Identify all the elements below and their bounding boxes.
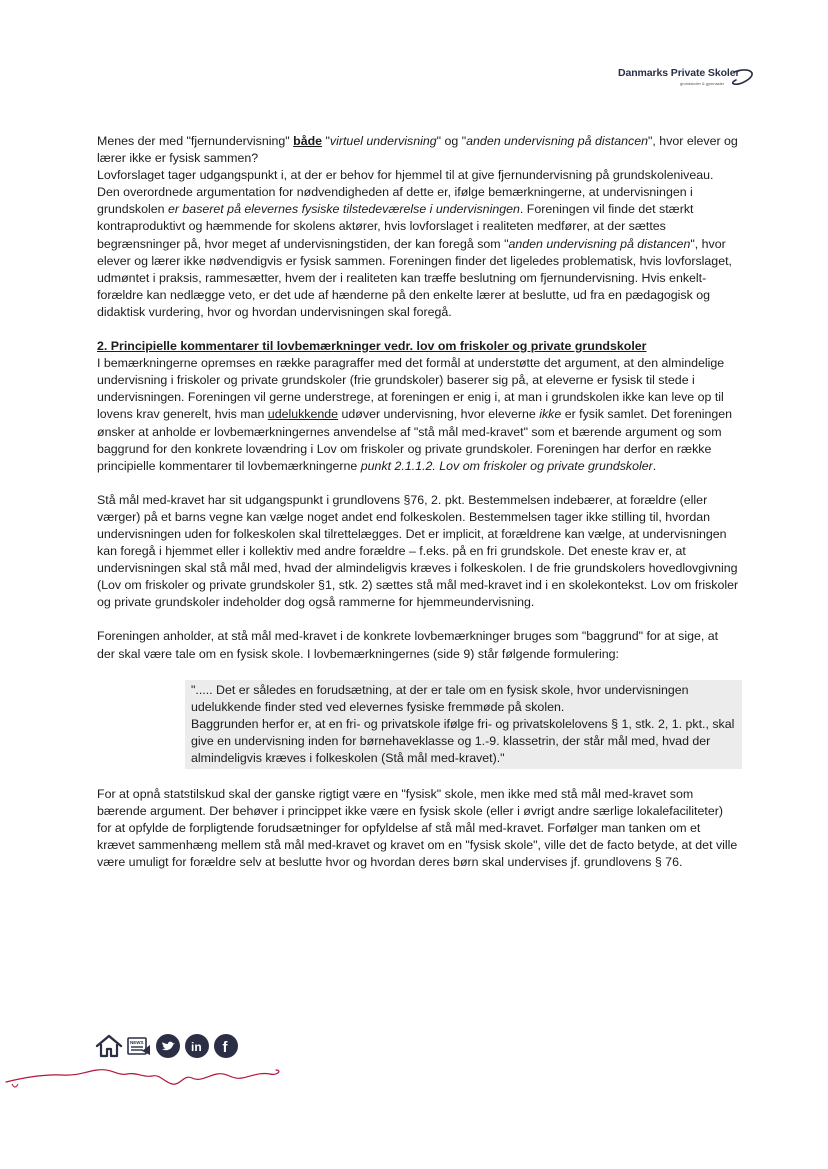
quoted-formulering — [185, 680, 742, 769]
linkedin-icon[interactable] — [184, 1033, 210, 1059]
section-2-heading: 2. Principielle kommentarer til lovbemærkninger vedr. lov om friskoler og private grundskoler — [97, 339, 647, 354]
logo-tagline: grundskoler & gymnasier — [680, 81, 725, 86]
danmarks-private-skoler-logo — [618, 64, 758, 94]
logo-swoosh-icon — [710, 64, 760, 90]
home-icon[interactable] — [95, 1033, 123, 1059]
facebook-icon[interactable] — [213, 1033, 239, 1059]
footer-icons — [95, 1033, 239, 1059]
paragraph-staa-maal-med: Stå mål med-kravet har sit udgangspunkt i grundlovens §76, 2. pkt. Bestemmelsen indebærer, at forældre (eller værger) på et barns vegne kan vælge noget andet end folkeskolen. Bestemmelsen tager ikke stilling til, hvordan undervisningen uden for folkeskolen skal tilrettelægges. Det er implicit, at forældrene kan vælge, at undervisningen kan foregå i hjemmet eller i kollektiv med andre forældre – f.eks. på en fri grundskole. Det eneste krav er, at undervisningen skal stå mål med, hvad der almindeligvis kræves i folkeskolen. I de frie grundskolers hovedlovgivning (Lov om friskoler og private grundskoler §1, stk. 2) sættes stå mål med-kravet ind i en skolekontekst. Lov om friskoler og private grundskoler indeholder dog også rammerne for hjemmeundervisning. — [97, 492, 739, 610]
paragraph-foreningen-anholder: Foreningen anholder, at stå mål med-kravet i de konkrete lovbemærkninger bruges som "baggrund" for at sige, at der skal være tale om en fysisk skole. I lovbemærkningernes (side 9) står følgende formulering: — [97, 629, 719, 661]
section-2: 2. Principielle kommentarer til lovbemærkninger vedr. lov om friskoler og private grundskoler I bemærkningerne opremses en række paragraffer med det formål at understøtte det argument, at den almindelige undervisning i friskoler og private grundskoler (frie grundskoler) baserer sig på, at eleverne er fysisk til stede i undervisningen. Foreningen vil gerne understrege, at foreningen er enig i, at man i grundskolen ikke kan leve op til lovens krav generelt, hvis man udelukkende udøver undervisning, hvor eleverne ikke er fysik samlet. Det foreningen ønsker at anholde er lovbemærkningernes anvendelse af "stå mål med-kravet" som et bærende argument og som baggrund for den konkrete lovændring i Lov om friskoler og private grundskoler. Foreningen har derfor en række principielle kommentarer til lovbemærkningerne punkt 2.1.1.2. Lov om friskoler og private grundskoler. — [97, 339, 733, 473]
newsletter-icon[interactable] — [126, 1033, 152, 1059]
handwritten-signature — [2, 1062, 292, 1092]
newsletter-label: NEWS — [130, 1040, 144, 1045]
quote-line-1: "..... Det er således en forudsætning, at der er tale om en fysisk skole, hvor undervisningen udelukkende finder sted ved elevernes fysiske fremmøde på skolen. — [191, 682, 689, 714]
twitter-icon[interactable] — [155, 1033, 181, 1059]
letter-body — [97, 133, 739, 871]
facebook-label: f — [222, 1039, 228, 1056]
paragraph-statstilskud: For at opnå statstilskud skal der ganske rigtigt være en "fysisk" skole, men ikke med stå mål med-kravet som bærende argument. Der behøver i princippet ikke være en fysisk skole (eller i øvrigt andre særlige lokalefaciliteter) for at opfylde de forpligtende forudsætninger for opfyldelse af stå mål med-kravet. Forfølger man tanken om et krævet sammenhæng mellem stå mål med-kravet og kravet om en "fysisk skole", ville det de facto betyde, at det ville være umuligt for forældre selv at beslutte hvor og hvordan deres børn skal undervises jf. grundlovens § 76. — [97, 786, 738, 869]
quote-line-2: Baggrunden herfor er, at en fri- og privatskole ifølge fri- og privatskolelovens § 1, stk. 2, 1. pkt., skal give en undervisning inden for børnehaveklasse og 1.-9. klassetrin, der står mål med, hvad der almindeligvis kræves i folkeskolen (Stå mål med-kravet)." — [191, 716, 735, 765]
logo-name: Danmarks Private Skoler — [618, 67, 740, 79]
paragraph-fjernundervisning-question: Menes der med "fjernundervisning" både "virtuel undervisning" og "anden undervisning på distancen", hvor elever og lærer ikke er fysisk sammen? — [97, 134, 738, 166]
linkedin-label: in — [191, 1040, 202, 1054]
paragraph-lovforslaget: Lovforslaget tager udgangspunkt i, at der er behov for hjemmel til at give fjernundervisning på grundskoleniveau. Den overordnede argumentation for nødvendigheden af dette er, ifølge bemærkningerne, at undervisningen i grundskolen er baseret på elevernes fysiske tilstedeværelse i undervisningen. Foreningen vil finde det stærkt kontraproduktivt og hæmmende for skolens aktører, hvis lovforslaget i realiteten medfører, at der sættes begrænsninger på, hvor meget af undervisningstiden, der kan foregå som "anden undervisning på distancen", hvor elever og lærer ikke nødvendigvis er fysisk sammen. Foreningen finder det ligeledes problematisk, hvis lovforslaget, udmøntet i praksis, rammesætter, hvem der i realiteten kan træffe beslutning om fjernundervisning. Hvis enkelt-forældre kan nedlægge veto, er det ude af hænderne på den enkelte lærer at beslutte, ud fra en pædagogisk og didaktisk vurdering, hvor og hvordan undervisningen skal foregå. — [97, 168, 732, 319]
